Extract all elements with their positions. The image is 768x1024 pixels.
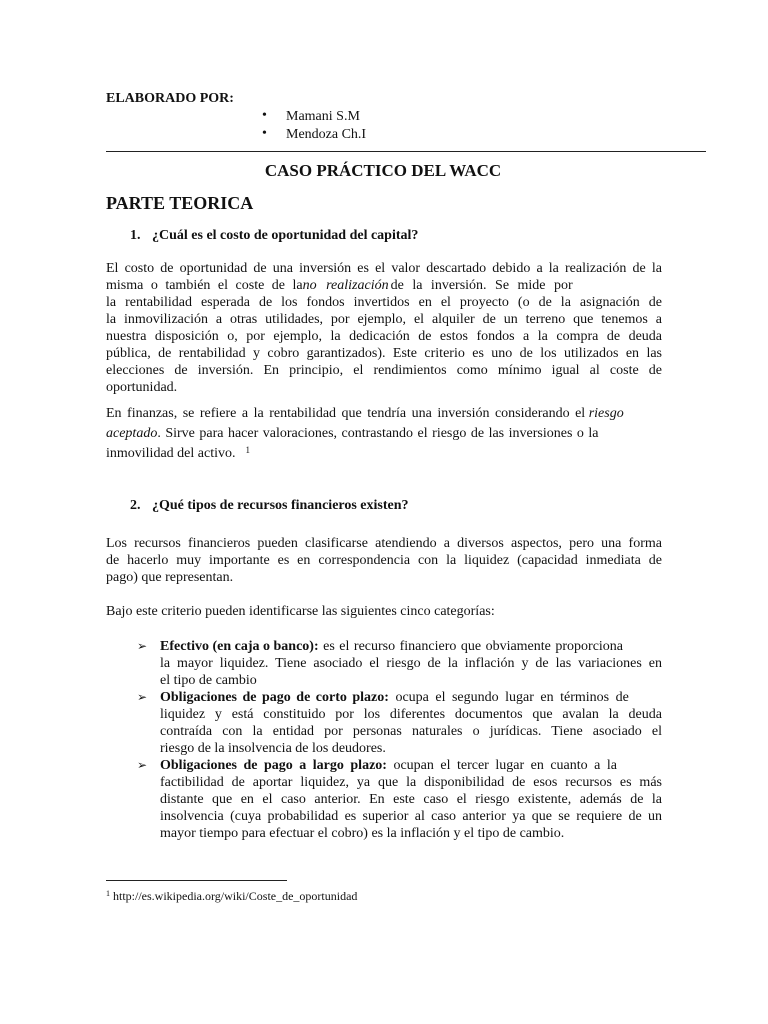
q2-para1-line: pago) que representan.	[106, 570, 234, 585]
q1-para1-line: nuestra disposición o, por ejemplo, la dedicación de estos fondos a la compra de deuda	[106, 329, 662, 344]
list-item-line: insolvencia (cuya probabilidad es superior al caso anterior ya que se requiere de un	[160, 809, 662, 824]
list-item: Obligaciones de pago de corto plazo: ocupa el segundo lugar en términos de	[160, 690, 629, 705]
author-2: Mendoza Ch.I	[286, 127, 367, 142]
question-2-text: ¿Qué tipos de recursos financieros existen?	[152, 498, 409, 513]
q1-para1-line: la inmovilización a otras utilidades, por ejemplo, el alquiler de un terreno que tenemos a	[106, 312, 662, 327]
q1-para2-line: En finanzas, se refiere a la rentabilidad que tendría una inversión considerando el riesgo	[106, 406, 624, 421]
list-item-line: mayor tiempo para efectuar el cobro) es la inflación y el tipo de cambio.	[160, 826, 565, 841]
item-term: Obligaciones de pago a largo plazo:	[160, 758, 387, 773]
item-term: Efectivo (en caja o banco):	[160, 639, 319, 654]
list-item-line: contraída con la entidad por personas naturales o jurídicas. Tiene asociado el	[160, 724, 662, 739]
question-1-text: ¿Cuál es el costo de oportunidad del capital?	[152, 228, 419, 243]
header-divider	[106, 151, 706, 152]
q1-para1-line: elecciones de inversión. En principio, el rendimientos como mínimo igual al coste de	[106, 363, 662, 378]
bullet-icon: •	[262, 108, 267, 123]
arrow-bullet-icon: ➢	[137, 639, 148, 653]
bullet-icon: •	[262, 126, 267, 141]
q1-para2-line: inmovilidad del activo. $^1$	[106, 445, 250, 461]
list-item-line: riesgo de la insolvencia de los deudores.	[160, 741, 386, 756]
footnote	[106, 888, 357, 904]
elaborado-label: ELABORADO POR:	[106, 91, 234, 106]
q1-para1-line: la rentabilidad esperada de los fondos invertidos en el proyecto (o de la asignación de	[106, 295, 662, 310]
italic-term: no realización	[302, 278, 389, 293]
footnote-number: 1	[106, 889, 110, 898]
q1-para1-line: pública, de rentabilidad y cobro garantizados). Este criterio es uno de los utilizados en las	[106, 346, 662, 361]
arrow-bullet-icon: ➢	[137, 758, 148, 772]
italic-term: aceptado	[106, 426, 158, 441]
section-title: PARTE TEORICA	[106, 193, 254, 213]
list-item: Efectivo (en caja o banco): es el recurso financiero que obviamente proporciona	[160, 639, 624, 654]
list-item-line: distante que en el caso anterior. En este caso el riesgo existente, además de la	[160, 792, 662, 807]
list-item-line: factibilidad de aportar liquidez, ya que la disponibilidad de esos recursos es más	[160, 775, 662, 790]
q2-para1-line: Los recursos financieros pueden clasificarse atendiendo a diversos aspectos, pero una forma	[106, 536, 662, 551]
q1-para1-line: misma o también el coste de lano realización de la inversión. Se mide por	[106, 278, 573, 293]
arrow-bullet-icon: ➢	[137, 690, 148, 704]
q2-para1-line: de hacerlo muy importante es en correspondencia con la liquidez (capacidad inmediata de	[106, 553, 662, 568]
page-title: CASO PRÁCTICO DEL WACC	[264, 161, 502, 180]
list-item-line: la mayor liquidez. Tiene asociado el riesgo de la inflación y de las variaciones en	[160, 656, 662, 671]
footnote-ref: 1	[245, 445, 250, 455]
author-1: Mamani S.M	[286, 109, 360, 124]
list-item-line: el tipo de cambio	[160, 673, 257, 688]
q1-para1-line: oportunidad.	[106, 380, 178, 395]
list-item: Obligaciones de pago a largo plazo: ocupan el tercer lugar en cuanto a la	[160, 758, 617, 773]
question-1-number: 1.	[130, 228, 141, 243]
question-2-number: 2.	[130, 498, 141, 513]
list-item-line: liquidez y está constituido por los diferentes documentos que avalan la deuda	[160, 707, 662, 722]
italic-term: riesgo	[588, 406, 624, 421]
item-term: Obligaciones de pago de corto plazo:	[160, 690, 389, 705]
q1-para2-line: aceptado. Sirve para hacer valoraciones, contrastando el riesgo de las inversiones o la	[106, 426, 599, 441]
footnote-divider	[106, 880, 287, 881]
footnote-link[interactable]: http://es.wikipedia.org/wiki/Coste_de_oportunidad	[110, 889, 358, 903]
q1-para1-line: El costo de oportunidad de una inversión es el valor descartado debido a la realización de la	[106, 261, 662, 276]
q2-para2: Bajo este criterio pueden identificarse las siguientes cinco categorías:	[106, 604, 495, 619]
